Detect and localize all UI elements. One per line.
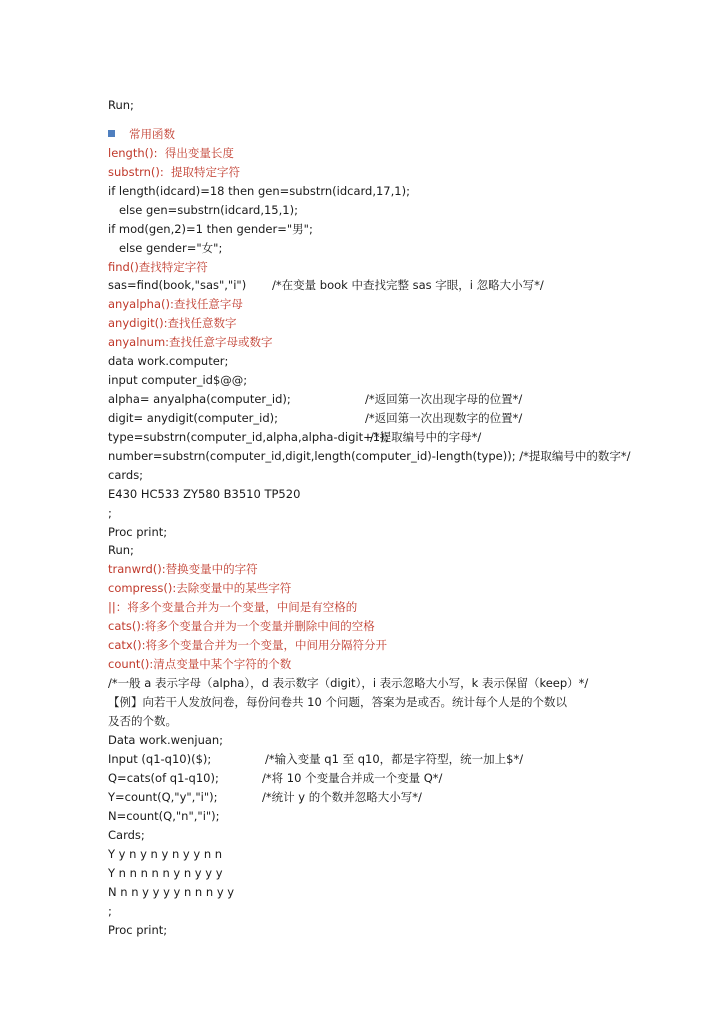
- code-comment: /*返回第一次出现字母的位置*/: [365, 392, 523, 406]
- code-line: [108, 447, 631, 467]
- line-text: ||：将多个变量合并为一个变量，中间是有空格的: [108, 600, 358, 614]
- code-comment: /*在变量 book 中查找完整 sas 字眼，i 忽略大小写*/: [272, 278, 544, 292]
- line-text: N=count(Q,"n","i");: [108, 809, 220, 823]
- line-text: E430 HC533 ZY580 B3510 TP520: [108, 487, 301, 501]
- code-line: [108, 541, 134, 561]
- line-text: data work.computer;: [108, 354, 229, 368]
- code-line: [108, 883, 234, 903]
- code-line: [108, 845, 222, 865]
- function-heading: [108, 314, 237, 334]
- line-text: N n n y y y y n n n y y: [108, 885, 235, 899]
- line-text: anyalpha():查找任意字母: [108, 297, 243, 311]
- code-line: [108, 428, 388, 448]
- code-comment: /*统计 y 的个数并忽略大小写*/: [262, 790, 422, 804]
- code-line: [108, 201, 298, 221]
- line-text: substrn(): 提取特定字符: [108, 165, 241, 179]
- code-line: [108, 712, 177, 732]
- line-text: else gen=substrn(idcard,15,1);: [108, 203, 298, 217]
- code-line: [108, 485, 300, 505]
- code-line: [108, 352, 228, 372]
- line-text: compress():去除变量中的某些字符: [108, 581, 292, 595]
- line-text: Y n n n n n y n y y y: [108, 866, 223, 880]
- code-comment: /*返回第一次出现数字的位置*/: [365, 411, 523, 425]
- code-line: [108, 409, 278, 429]
- line-text: ;: [108, 904, 112, 918]
- code-line: [108, 466, 143, 486]
- function-heading: [108, 655, 291, 675]
- code-line: [108, 902, 112, 922]
- code-line: [108, 788, 217, 808]
- section-heading: [108, 125, 175, 145]
- function-heading: [108, 636, 387, 656]
- line-text: Q=cats(of q1-q10);: [108, 771, 219, 785]
- line-text: Input (q1-q10)($);: [108, 752, 212, 766]
- code-line: [108, 504, 112, 524]
- line-text: type=substrn(computer_id,alpha,alpha-digit+1);: [108, 430, 389, 444]
- line-text: ;: [108, 506, 112, 520]
- code-line: [108, 864, 223, 884]
- line-text: find()查找特定字符: [108, 260, 208, 274]
- line-text: catx():将多个变量合并为一个变量，中间用分隔符分开: [108, 638, 388, 652]
- line-text: 常用函数: [129, 127, 175, 141]
- code-line: [108, 750, 211, 770]
- function-heading: [108, 560, 258, 580]
- function-heading: [108, 579, 291, 599]
- line-text: digit= anydigit(computer_id);: [108, 411, 278, 425]
- code-line: [108, 674, 588, 694]
- line-text: length(): 得出变量长度: [108, 146, 234, 160]
- function-heading: [108, 258, 208, 278]
- function-heading: [108, 144, 234, 164]
- line-text: anydigit():查找任意数字: [108, 316, 237, 330]
- line-text: Proc print;: [108, 923, 168, 937]
- line-text: if length(idcard)=18 then gen=substrn(idcard,17,1);: [108, 184, 410, 198]
- line-text: Proc print;: [108, 525, 168, 539]
- code-line: [108, 826, 145, 846]
- line-text: cats():将多个变量合并为一个变量并删除中间的空格: [108, 619, 375, 633]
- code-line: [108, 371, 247, 391]
- code-line: [108, 769, 219, 789]
- code-line: [108, 731, 223, 751]
- line-text: if mod(gen,2)=1 then gender="男";: [108, 222, 313, 236]
- line-text: Cards;: [108, 828, 145, 842]
- code-line: [108, 96, 134, 116]
- code-line: [108, 807, 220, 827]
- function-heading: [108, 163, 240, 183]
- code-comment: /*提取编号中的字母*/: [370, 430, 482, 444]
- code-comment: /*将 10 个变量合并成一个变量 Q*/: [262, 771, 443, 785]
- line-text: cards;: [108, 468, 144, 482]
- line-text: input computer_id$@@;: [108, 373, 248, 387]
- line-text: 及否的个数。: [108, 714, 177, 728]
- square-bullet-icon: [108, 130, 115, 137]
- function-heading: [108, 333, 273, 353]
- line-text: count():清点变量中某个字符的个数: [108, 657, 292, 671]
- line-text: sas=find(book,"sas","i"): [108, 278, 247, 292]
- function-heading: [108, 617, 375, 637]
- code-line: [108, 390, 291, 410]
- line-text: anyalnum:查找任意字母或数字: [108, 335, 273, 349]
- line-text: Y=count(Q,"y","i");: [108, 790, 218, 804]
- code-line: [108, 220, 313, 240]
- line-text: number=substrn(computer_id,digit,length(computer_id)-length(type)); /*提取编号中的数字*/: [108, 449, 631, 463]
- code-line: [108, 276, 246, 296]
- code-line: [108, 182, 410, 202]
- line-text: 【例】向若干人发放问卷，每份问卷共 10 个问题，答案为是或否。统计每个人是的个数以: [108, 695, 567, 709]
- line-text: tranwrd():替换变量中的字符: [108, 562, 258, 576]
- code-line: [108, 921, 167, 941]
- code-comment: /*输入变量 q1 至 q10，都是字符型，统一加上$*/: [265, 752, 524, 766]
- function-heading: [108, 598, 357, 618]
- line-text: /*一般 a 表示字母（alpha），d 表示数字（digit），i 表示忽略大小写，k 表示保留（keep）*/: [108, 676, 589, 690]
- line-text: Run;: [108, 543, 134, 557]
- line-text: Run;: [108, 98, 134, 112]
- code-line: [108, 523, 167, 543]
- line-text: else gender="女";: [108, 241, 223, 255]
- line-text: Data work.wenjuan;: [108, 733, 224, 747]
- code-line: [108, 239, 222, 259]
- code-line: [108, 693, 567, 713]
- line-text: alpha= anyalpha(computer_id);: [108, 392, 291, 406]
- line-text: Y y n y n y n y y n n: [108, 847, 223, 861]
- function-heading: [108, 295, 243, 315]
